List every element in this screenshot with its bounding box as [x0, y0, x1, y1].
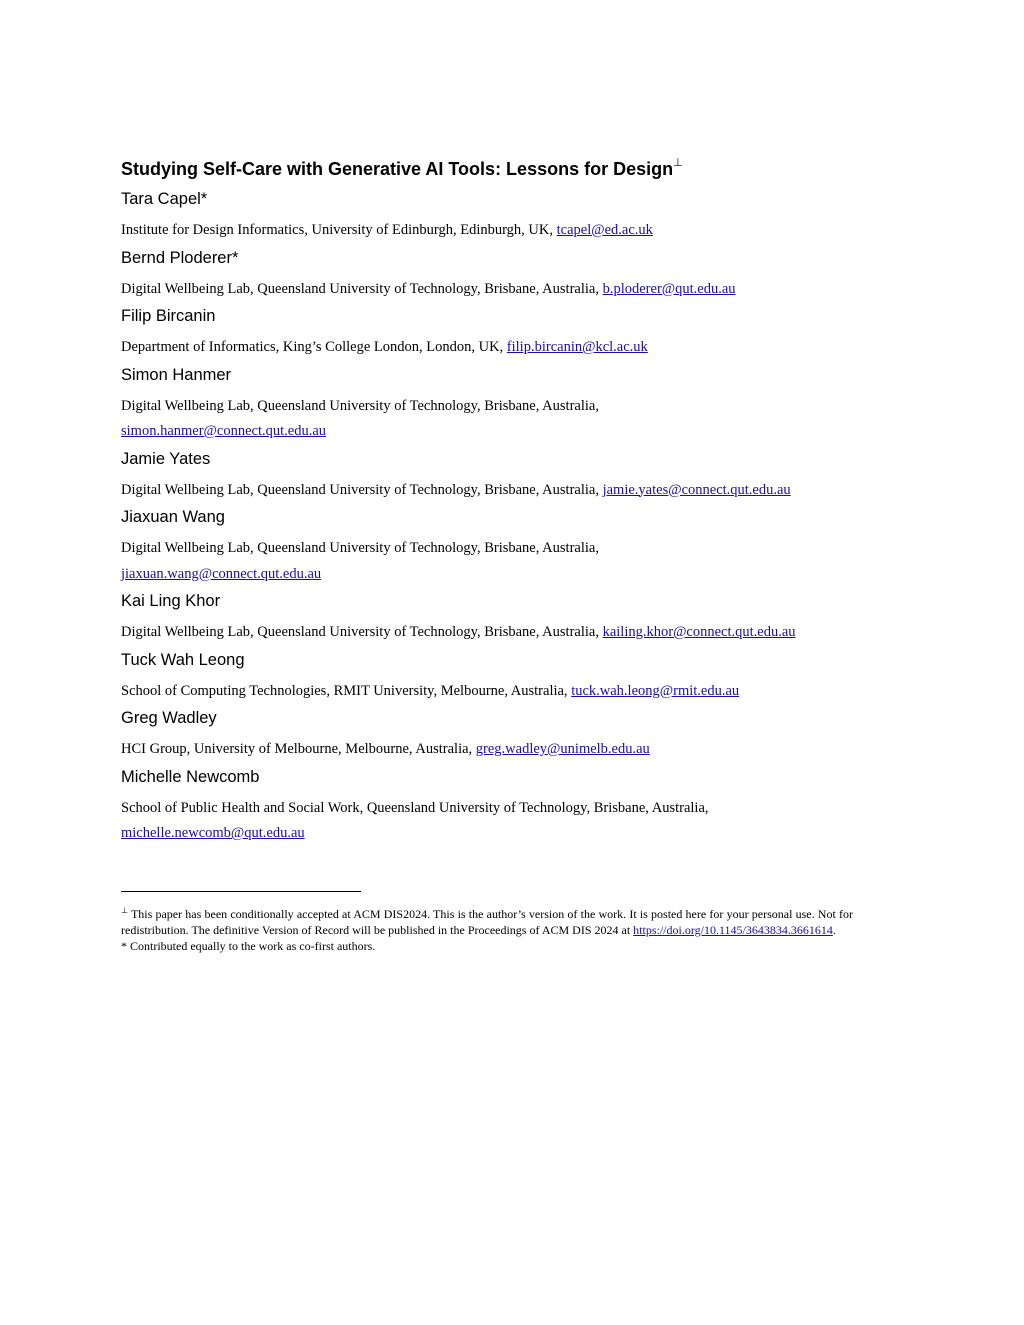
author-affiliation [121, 796, 861, 847]
affiliation-text: Digital Wellbeing Lab, Queensland University of Technology, Brisbane, Australia, [121, 481, 603, 498]
author-block [121, 650, 861, 705]
author-name: Jiaxuan Wang [121, 508, 225, 526]
author-name: Kai Ling Khor [121, 592, 221, 610]
author-affiliation [121, 536, 861, 587]
author-email-link[interactable]: filip.bircanin@kcl.ac.uk [506, 339, 648, 355]
paper-title [121, 153, 683, 181]
author-email-link[interactable]: tuck.wah.leong@rmit.edu.au [571, 682, 740, 699]
author-email-link[interactable]: greg.wadley@unimelb.edu.au [475, 741, 650, 757]
author-affiliation [121, 277, 861, 303]
doi-link[interactable]: https://doi.org/10.1145/3643834.3661614 [633, 923, 833, 937]
author-affiliation [121, 478, 861, 504]
author-name: Filip Bircanin [121, 307, 216, 325]
author-email-link[interactable]: jiaxuan.wang@connect.qut.edu.au [121, 565, 322, 582]
author-name: Tara Capel* [121, 190, 208, 208]
paper-title-text: Studying Self-Care with Generative AI Tools: Lessons for Design [121, 159, 674, 179]
author-email-link[interactable]: michelle.newcomb@qut.edu.au [121, 825, 305, 841]
affiliation-text: Digital Wellbeing Lab, Queensland University of Technology, Brisbane, Australia, [121, 624, 603, 640]
author-name: Jamie Yates [121, 449, 211, 468]
author-name: Tuck Wah Leong [121, 650, 245, 669]
co-first-author-note: * Contributed equally to the work as co-first authors. [121, 939, 376, 953]
author-email-link[interactable]: tcapel@ed.ac.uk [556, 222, 653, 238]
author-email-link[interactable]: kailing.khor@connect.qut.edu.au [602, 624, 796, 640]
title-footnote-mark[interactable]: ⊥ [673, 157, 683, 169]
affiliation-text: School of Public Health and Social Work, Queensland University of Technology, Brisbane, Australia, [121, 799, 709, 816]
author-email-link[interactable]: jamie.yates@connect.qut.edu.au [602, 481, 791, 498]
footnote-mark: ⊥ [121, 906, 128, 915]
author-block [121, 306, 861, 361]
author-block [121, 507, 861, 587]
author-name: Michelle Newcomb [121, 767, 260, 786]
author-block [121, 449, 861, 504]
footnote-end: . [832, 923, 836, 937]
affiliation-text: Digital Wellbeing Lab, Queensland University of Technology, Brisbane, Australia, [121, 397, 599, 414]
affiliation-text: School of Computing Technologies, RMIT University, Melbourne, Australia, [121, 682, 572, 699]
author-name: Bernd Ploderer* [121, 248, 239, 267]
author-affiliation [121, 394, 861, 445]
author-block [121, 708, 861, 763]
author-affiliation [121, 620, 861, 646]
author-name: Greg Wadley [121, 709, 217, 727]
footnote-divider [121, 891, 361, 892]
author-list [121, 189, 861, 851]
author-affiliation [121, 679, 861, 705]
publication-footnote [121, 903, 853, 938]
author-block [121, 189, 861, 244]
author-email-link[interactable]: simon.hanmer@connect.qut.edu.au [121, 423, 327, 439]
author-block [121, 591, 861, 646]
affiliation-text: Digital Wellbeing Lab, Queensland University of Technology, Brisbane, Australia, [121, 540, 599, 556]
affiliation-text: HCI Group, University of Melbourne, Melbourne, Australia, [121, 741, 476, 757]
author-email-link[interactable]: b.ploderer@qut.edu.au [602, 280, 736, 297]
footnotes [121, 903, 853, 954]
author-affiliation [121, 335, 861, 361]
footnote-text: This paper has been conditionally accepted at ACM DIS2024. This is the author’s version of the work. It is posted here for your personal use. Not for redistribution. The definitive Version of Record will be published in the Proceedings of ACM DIS 2024 at [121, 907, 853, 937]
author-affiliation [121, 737, 861, 763]
affiliation-text: Institute for Design Informatics, University of Edinburgh, Edinburgh, UK, [121, 222, 557, 238]
affiliation-text: Department of Informatics, King’s College London, London, UK, [121, 339, 507, 355]
author-affiliation [121, 218, 861, 244]
author-block [121, 365, 861, 445]
author-name: Simon Hanmer [121, 365, 232, 384]
author-block [121, 248, 861, 303]
author-block [121, 767, 861, 847]
affiliation-text: Digital Wellbeing Lab, Queensland University of Technology, Brisbane, Australia, [121, 280, 603, 297]
